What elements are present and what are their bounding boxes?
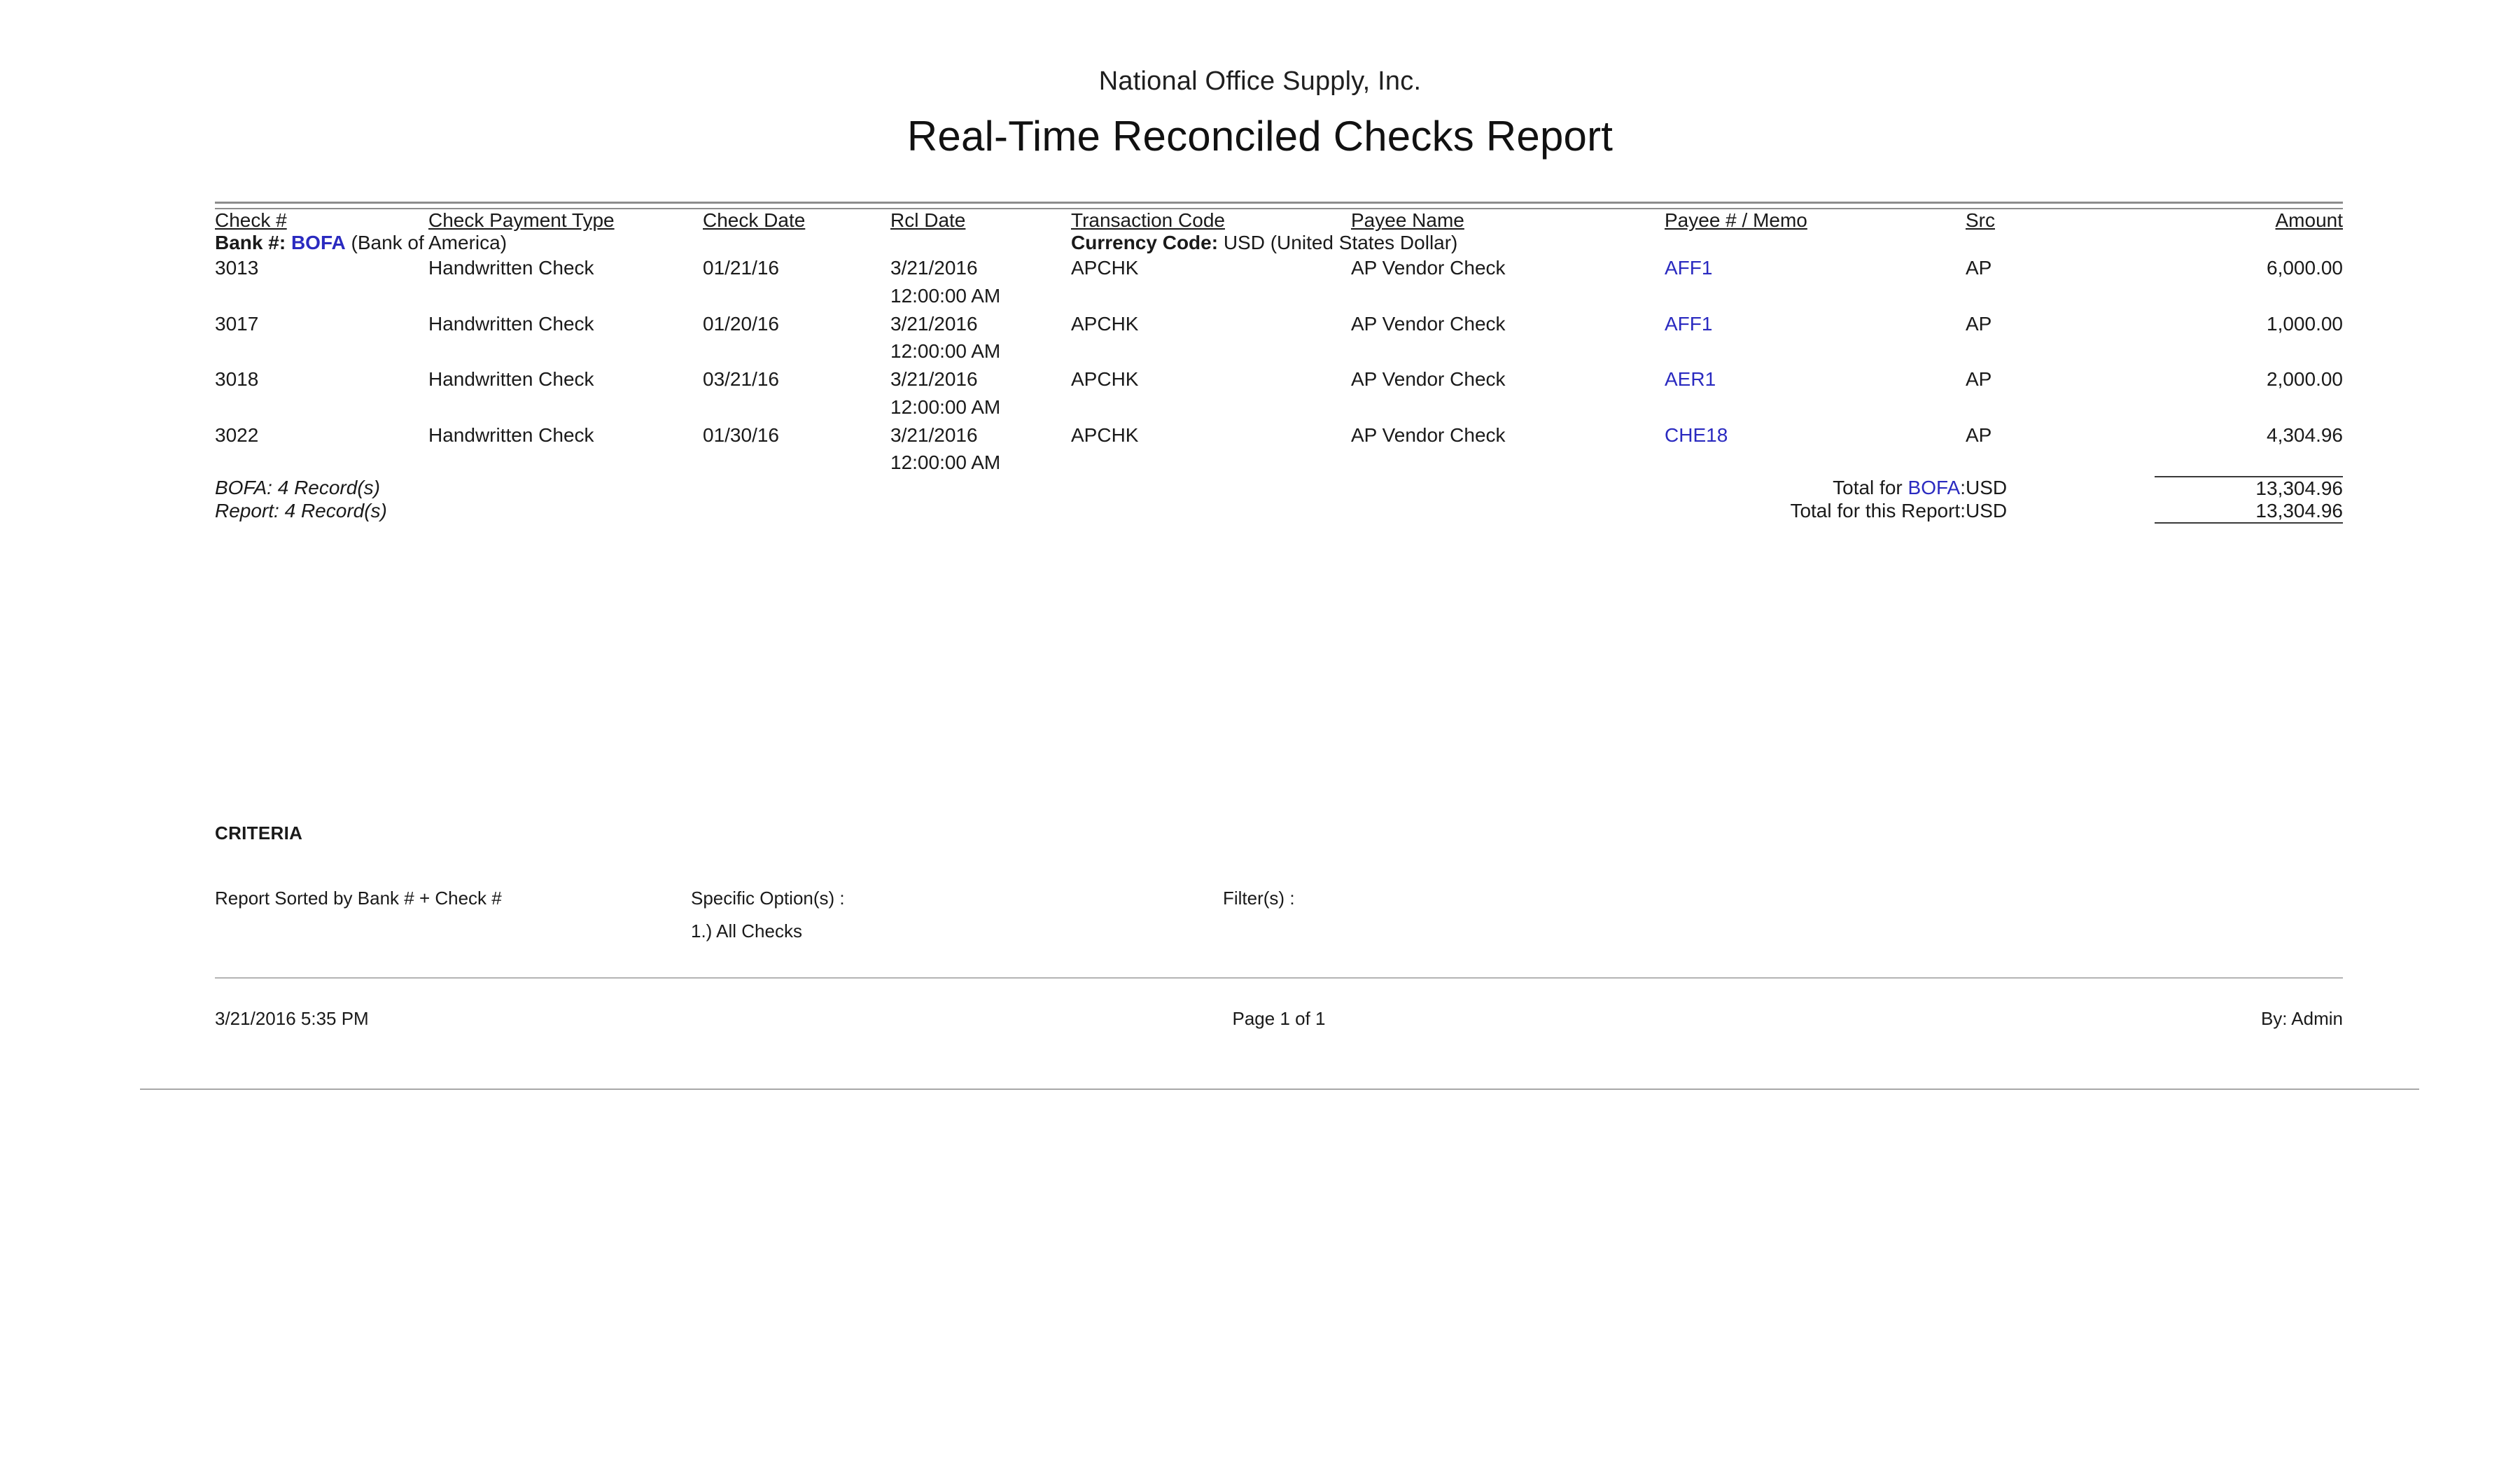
report-body xyxy=(215,202,2343,524)
bank-name: (Bank of America) xyxy=(351,232,507,253)
currency-value: USD (United States Dollar) xyxy=(1223,232,1458,253)
currency-label: Currency Code: xyxy=(1071,232,1219,253)
criteria-title: CRITERIA xyxy=(215,822,303,844)
cell-src: AP xyxy=(1966,424,1992,446)
column-header-amount: Amount xyxy=(2275,209,2343,231)
criteria-specific-options xyxy=(691,888,1223,942)
criteria-filters-label: Filter(s) : xyxy=(1223,888,1295,909)
table-row xyxy=(215,421,2343,477)
rcl-date-date: 3/21/2016 xyxy=(890,312,978,335)
cell-amount: 1,000.00 xyxy=(2267,312,2343,335)
cell-payee-memo[interactable]: AER1 xyxy=(1665,368,1716,390)
currency-group-label xyxy=(1071,232,2343,254)
footer-timestamp: 3/21/2016 5:35 PM xyxy=(215,1008,369,1029)
cell-check-no: 3017 xyxy=(215,312,259,335)
rcl-date-date: 3/21/2016 xyxy=(890,368,978,390)
report-record-count: Report: 4 Record(s) xyxy=(215,500,387,522)
cell-rcl-date xyxy=(890,310,1071,366)
checks-table xyxy=(215,209,2343,524)
column-header-payment-type: Check Payment Type xyxy=(428,209,615,231)
report-footer xyxy=(215,1008,2343,1030)
cell-payee-memo[interactable]: AFF1 xyxy=(1665,257,1713,279)
bank-total-label-prefix: Total for xyxy=(1833,477,1903,498)
cell-rcl-date xyxy=(890,421,1071,477)
page-bottom-rule xyxy=(140,1088,2419,1090)
cell-check-no: 3022 xyxy=(215,424,259,446)
column-header-rcl-date: Rcl Date xyxy=(890,209,966,231)
cell-src: AP xyxy=(1966,312,1992,335)
cell-payment-type: Handwritten Check xyxy=(428,368,594,390)
rcl-date-time: 12:00:00 AM xyxy=(890,284,1001,307)
table-top-rule xyxy=(215,202,2343,209)
footer-page-number: Page 1 of 1 xyxy=(1232,1008,1326,1029)
bank-label: Bank #: xyxy=(215,232,286,253)
bank-group-label xyxy=(215,232,1071,254)
cell-check-no: 3013 xyxy=(215,257,259,279)
column-header-payee-name: Payee Name xyxy=(1351,209,1464,231)
cell-payee-memo[interactable]: CHE18 xyxy=(1665,424,1728,446)
cell-amount: 4,304.96 xyxy=(2267,424,2343,446)
bank-code: BOFA xyxy=(290,232,346,253)
report-total-amount: 13,304.96 xyxy=(2155,500,2343,523)
criteria-specific-options-value: 1.) All Checks xyxy=(691,920,802,941)
criteria-columns xyxy=(215,888,2343,942)
rcl-date-time: 12:00:00 AM xyxy=(890,451,1001,474)
report-total-currency: USD xyxy=(1966,500,2008,522)
rcl-date-time: 12:00:00 AM xyxy=(890,396,1001,418)
cell-check-date: 01/20/16 xyxy=(703,312,779,335)
criteria-specific-options-label: Specific Option(s) : xyxy=(691,888,845,909)
cell-payee-name: AP Vendor Check xyxy=(1351,424,1506,446)
page-title: Real-Time Reconciled Checks Report xyxy=(906,113,1614,160)
cell-payee-memo[interactable]: AFF1 xyxy=(1665,312,1713,335)
report-total-row xyxy=(215,500,2343,523)
footer-author: By: Admin xyxy=(2260,1008,2343,1029)
table-row xyxy=(215,254,2343,310)
cell-check-date: 01/30/16 xyxy=(703,424,779,446)
column-header-transaction-code: Transaction Code xyxy=(1071,209,1225,231)
cell-rcl-date xyxy=(890,365,1071,421)
report-header xyxy=(0,0,2520,160)
cell-transaction-code: APCHK xyxy=(1071,257,1139,279)
footer-rule xyxy=(215,977,2343,979)
table-header-row xyxy=(215,209,2343,232)
rcl-date-time: 12:00:00 AM xyxy=(890,340,1001,363)
cell-src: AP xyxy=(1966,257,1992,279)
company-name: National Office Supply, Inc. xyxy=(1098,66,1422,96)
cell-transaction-code: APCHK xyxy=(1071,368,1139,390)
cell-payee-name: AP Vendor Check xyxy=(1351,368,1506,390)
column-header-src: Src xyxy=(1966,209,1995,231)
cell-check-no: 3018 xyxy=(215,368,259,390)
cell-rcl-date xyxy=(890,254,1071,310)
rcl-date-date: 3/21/2016 xyxy=(890,424,978,446)
bank-record-count: BOFA: 4 Record(s) xyxy=(215,477,380,498)
cell-amount: 2,000.00 xyxy=(2267,368,2343,390)
cell-amount: 6,000.00 xyxy=(2267,257,2343,279)
criteria-section xyxy=(215,822,2343,942)
cell-payee-name: AP Vendor Check xyxy=(1351,312,1506,335)
bank-group-header-row xyxy=(215,232,2343,254)
bank-total-label-suffix: : xyxy=(1960,477,1966,498)
bank-total-label-code: BOFA xyxy=(1907,477,1961,498)
criteria-sort: Report Sorted by Bank # + Check # xyxy=(215,888,502,909)
cell-check-date: 01/21/16 xyxy=(703,257,779,279)
bank-total-amount: 13,304.96 xyxy=(2155,477,2343,500)
cell-payment-type: Handwritten Check xyxy=(428,257,594,279)
bank-total-row xyxy=(215,477,2343,500)
report-total-label: Total for this Report: xyxy=(1790,500,1966,522)
cell-transaction-code: APCHK xyxy=(1071,424,1139,446)
column-header-check-no: Check # xyxy=(215,209,287,231)
cell-check-date: 03/21/16 xyxy=(703,368,779,390)
cell-payee-name: AP Vendor Check xyxy=(1351,257,1506,279)
column-header-payee-memo: Payee # / Memo xyxy=(1665,209,1807,231)
bank-total-currency: USD xyxy=(1966,477,2008,498)
table-row xyxy=(215,365,2343,421)
column-header-check-date: Check Date xyxy=(703,209,806,231)
cell-transaction-code: APCHK xyxy=(1071,312,1139,335)
cell-src: AP xyxy=(1966,368,1992,390)
rcl-date-date: 3/21/2016 xyxy=(890,257,978,279)
cell-payment-type: Handwritten Check xyxy=(428,424,594,446)
table-row xyxy=(215,310,2343,366)
cell-payment-type: Handwritten Check xyxy=(428,312,594,335)
bank-total-label xyxy=(890,477,1966,500)
